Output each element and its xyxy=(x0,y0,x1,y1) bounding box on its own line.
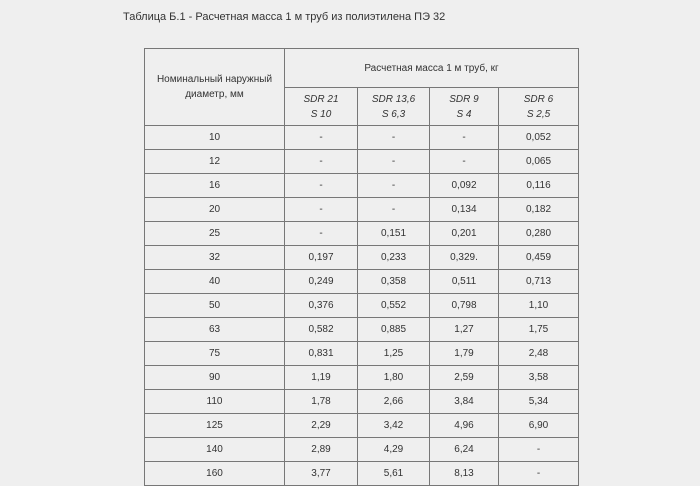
cell-mass: 8,13 xyxy=(430,462,499,486)
table-row xyxy=(145,414,579,438)
table-row xyxy=(145,246,579,270)
cell-mass: 1,27 xyxy=(430,318,499,342)
cell-mass: 6,90 xyxy=(499,414,579,438)
header-sdr-6 xyxy=(499,88,579,126)
cell-mass: 0,376 xyxy=(285,294,358,318)
cell-diameter: 140 xyxy=(145,438,285,462)
cell-mass: 0,249 xyxy=(285,270,358,294)
cell-diameter: 16 xyxy=(145,174,285,198)
cell-diameter: 75 xyxy=(145,342,285,366)
cell-mass: - xyxy=(285,126,358,150)
cell-mass: 0,713 xyxy=(499,270,579,294)
table-row xyxy=(145,198,579,222)
header-sdr-21 xyxy=(285,88,358,126)
header-sdr-13-6 xyxy=(358,88,430,126)
table-row xyxy=(145,294,579,318)
cell-mass: 0,885 xyxy=(358,318,430,342)
table-body xyxy=(145,126,579,486)
cell-diameter: 40 xyxy=(145,270,285,294)
cell-mass: 2,66 xyxy=(358,390,430,414)
cell-mass: 0,182 xyxy=(499,198,579,222)
pipe-mass-table xyxy=(144,48,579,486)
table-row xyxy=(145,366,579,390)
cell-mass: - xyxy=(358,150,430,174)
cell-mass: 0,197 xyxy=(285,246,358,270)
cell-mass: - xyxy=(358,126,430,150)
cell-mass: - xyxy=(358,198,430,222)
table-row xyxy=(145,174,579,198)
header-sdr-label: SDR 6 xyxy=(523,93,554,105)
cell-mass: 0,092 xyxy=(430,174,499,198)
table-row xyxy=(145,390,579,414)
cell-diameter: 160 xyxy=(145,462,285,486)
cell-diameter: 10 xyxy=(145,126,285,150)
table-row xyxy=(145,342,579,366)
header-s-label: S 6,3 xyxy=(381,108,406,120)
header-sdr-9 xyxy=(430,88,499,126)
header-sdr-label: SDR 21 xyxy=(303,93,339,105)
cell-mass: 0,358 xyxy=(358,270,430,294)
cell-mass: 0,798 xyxy=(430,294,499,318)
cell-mass: - xyxy=(285,150,358,174)
header-s-label: S 2,5 xyxy=(526,108,551,120)
cell-mass: - xyxy=(499,438,579,462)
cell-mass: 1,78 xyxy=(285,390,358,414)
cell-mass: - xyxy=(430,150,499,174)
cell-mass: - xyxy=(285,222,358,246)
cell-mass: 1,79 xyxy=(430,342,499,366)
table-row xyxy=(145,126,579,150)
cell-mass: - xyxy=(285,198,358,222)
cell-diameter: 90 xyxy=(145,366,285,390)
cell-mass: 0,116 xyxy=(499,174,579,198)
header-s-label: S 10 xyxy=(310,108,332,120)
cell-mass: 0,459 xyxy=(499,246,579,270)
cell-mass: 0,582 xyxy=(285,318,358,342)
table-caption: Таблица Б.1 - Расчетная масса 1 м труб из полиэтилена ПЭ 32 xyxy=(123,11,446,23)
header-diameter: Номинальный наружный диаметр, мм xyxy=(145,49,285,126)
cell-mass: 2,59 xyxy=(430,366,499,390)
cell-mass: - xyxy=(430,126,499,150)
cell-mass: 0,134 xyxy=(430,198,499,222)
cell-mass: - xyxy=(285,174,358,198)
cell-diameter: 25 xyxy=(145,222,285,246)
header-sdr-label: SDR 13,6 xyxy=(371,93,416,105)
cell-mass: 0,233 xyxy=(358,246,430,270)
cell-mass: 1,80 xyxy=(358,366,430,390)
table-row xyxy=(145,270,579,294)
cell-mass: 0,552 xyxy=(358,294,430,318)
cell-mass: 3,84 xyxy=(430,390,499,414)
cell-mass: 3,58 xyxy=(499,366,579,390)
cell-diameter: 63 xyxy=(145,318,285,342)
cell-diameter: 20 xyxy=(145,198,285,222)
cell-mass: 0,151 xyxy=(358,222,430,246)
cell-mass: 0,831 xyxy=(285,342,358,366)
cell-diameter: 50 xyxy=(145,294,285,318)
table-row xyxy=(145,462,579,486)
cell-mass: 2,29 xyxy=(285,414,358,438)
cell-mass: 5,34 xyxy=(499,390,579,414)
cell-diameter: 110 xyxy=(145,390,285,414)
cell-mass: 0,280 xyxy=(499,222,579,246)
cell-diameter: 32 xyxy=(145,246,285,270)
cell-mass: - xyxy=(499,462,579,486)
cell-mass: 0,052 xyxy=(499,126,579,150)
cell-mass: 4,96 xyxy=(430,414,499,438)
header-sdr-label: SDR 9 xyxy=(449,93,479,105)
table-row xyxy=(145,222,579,246)
cell-mass: 6,24 xyxy=(430,438,499,462)
cell-mass: - xyxy=(358,174,430,198)
cell-mass: 2,48 xyxy=(499,342,579,366)
cell-mass: 0,329. xyxy=(430,246,499,270)
cell-mass: 2,89 xyxy=(285,438,358,462)
cell-mass: 1,25 xyxy=(358,342,430,366)
cell-mass: 1,10 xyxy=(499,294,579,318)
cell-mass: 0,065 xyxy=(499,150,579,174)
table-row xyxy=(145,438,579,462)
cell-mass: 1,75 xyxy=(499,318,579,342)
cell-diameter: 12 xyxy=(145,150,285,174)
cell-mass: 3,77 xyxy=(285,462,358,486)
cell-mass: 5,61 xyxy=(358,462,430,486)
table-row xyxy=(145,318,579,342)
cell-mass: 1,19 xyxy=(285,366,358,390)
header-s-label: S 4 xyxy=(456,108,472,120)
cell-mass: 4,29 xyxy=(358,438,430,462)
cell-mass: 3,42 xyxy=(358,414,430,438)
cell-diameter: 125 xyxy=(145,414,285,438)
header-mass-group: Расчетная масса 1 м труб, кг xyxy=(285,49,579,88)
cell-mass: 0,201 xyxy=(430,222,499,246)
table-row xyxy=(145,150,579,174)
cell-mass: 0,511 xyxy=(430,270,499,294)
